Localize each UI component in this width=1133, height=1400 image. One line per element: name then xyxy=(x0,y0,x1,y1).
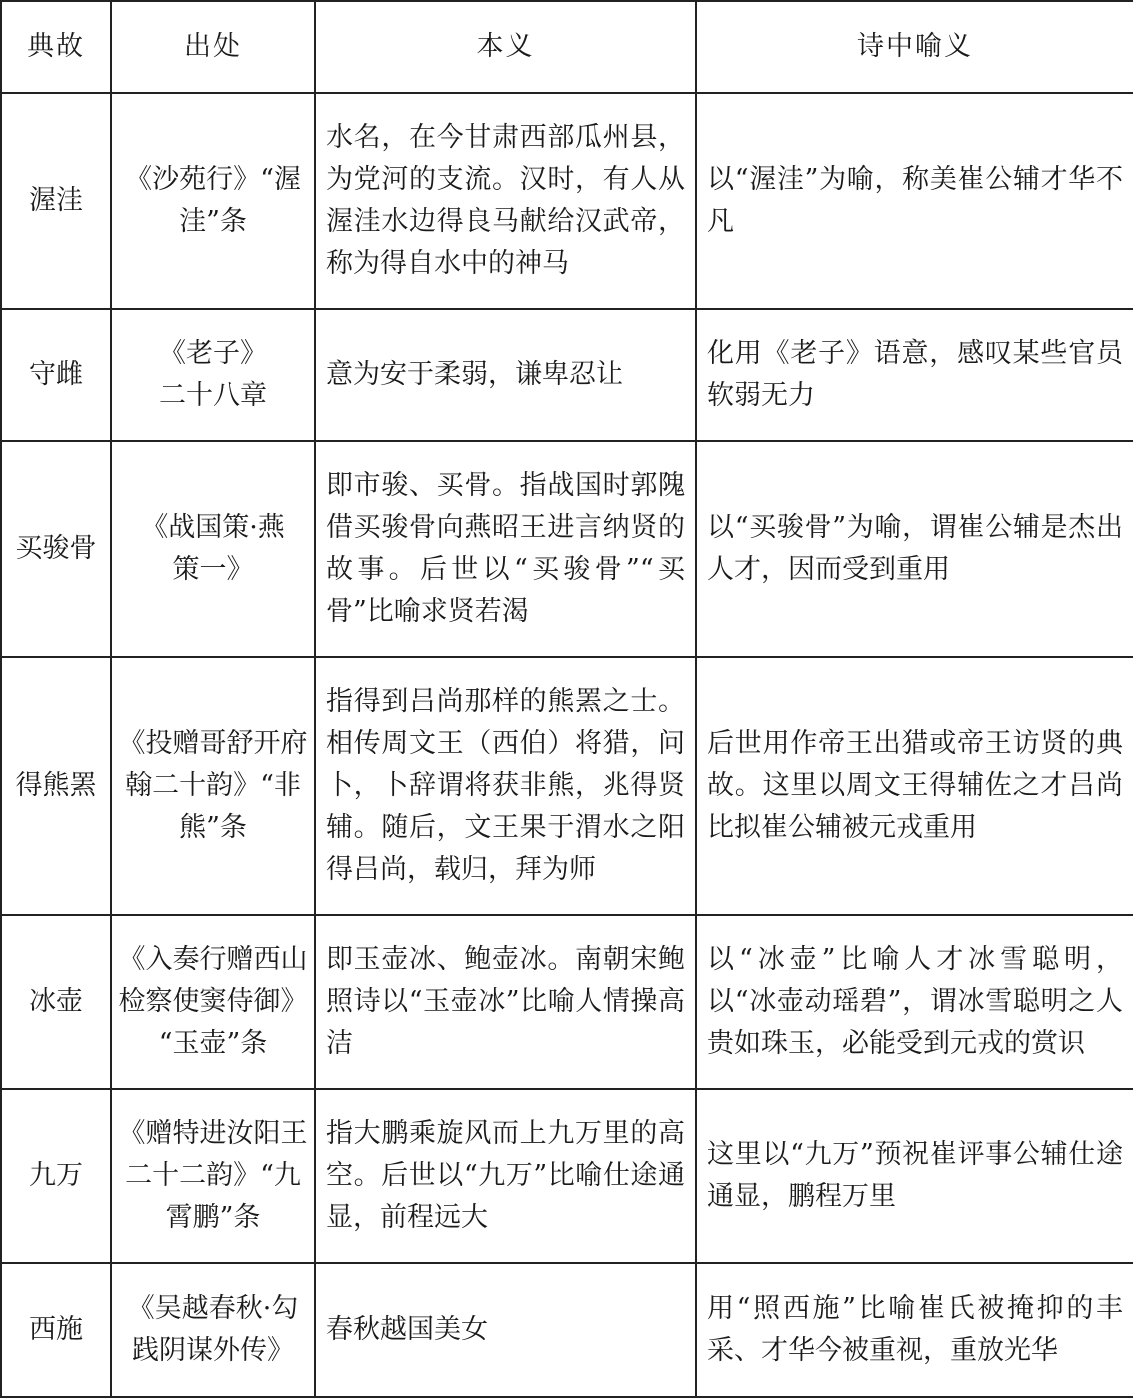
table-row xyxy=(1,441,1133,657)
source-text: 《老子》 二十八章 xyxy=(159,338,267,411)
table-row xyxy=(1,1263,1133,1397)
source-cell xyxy=(111,309,315,441)
allusion-cell: 九万 xyxy=(1,1089,111,1263)
source-text: 《沙苑行》“渥 洼”条 xyxy=(125,164,301,237)
allusion-cell: 得熊罴 xyxy=(1,657,111,915)
poem-meaning-cell: 化用《老子》语意，感叹某些官员软弱无力 xyxy=(696,309,1133,441)
original-meaning-cell: 春秋越国美女 xyxy=(315,1263,696,1397)
original-meaning-cell: 即玉壶冰、鲍壶冰。南朝宋鲍照诗以“玉壶冰”比喻人情操高洁 xyxy=(315,915,696,1089)
poem-meaning-cell: 这里以“九万”预祝崔评事公辅仕途通显，鹏程万里 xyxy=(696,1089,1133,1263)
poem-meaning-cell: 以“买骏骨”为喻，谓崔公辅是杰出人才，因而受到重用 xyxy=(696,441,1133,657)
allusion-cell: 西施 xyxy=(1,1263,111,1397)
poem-meaning-cell: 后世用作帝王出猎或帝王访贤的典故。这里以周文王得辅佐之才吕尚比拟崔公辅被元戎重用 xyxy=(696,657,1133,915)
source-text: 《入奏行赠西山 检察使窦侍御》 “玉壶”条 xyxy=(118,944,308,1059)
header-source: 出处 xyxy=(111,1,315,93)
poem-meaning-cell: 以“渥洼”为喻，称美崔公辅才华不凡 xyxy=(696,93,1133,309)
poem-meaning-cell: 以“冰壶”比喻人才冰雪聪明，以“冰壶动瑶碧”，谓冰雪聪明之人贵如珠玉，必能受到元戎的赏识 xyxy=(696,915,1133,1089)
table-row xyxy=(1,915,1133,1089)
source-text: 《战国策·燕 策一》 xyxy=(141,512,285,585)
source-cell xyxy=(111,441,315,657)
source-text: 《吴越春秋·勾 践阴谋外传》 xyxy=(127,1293,299,1366)
table-row xyxy=(1,93,1133,309)
allusion-cell: 买骏骨 xyxy=(1,441,111,657)
allusion-cell: 冰壶 xyxy=(1,915,111,1089)
table-row xyxy=(1,657,1133,915)
table-row xyxy=(1,1089,1133,1263)
header-allusion: 典故 xyxy=(1,1,111,93)
table-row xyxy=(1,309,1133,441)
original-meaning-cell: 即市骏、买骨。指战国时郭隗借买骏骨向燕昭王进言纳贤的故事。后世以“买骏骨”“买骨”比喻求贤若渴 xyxy=(315,441,696,657)
original-meaning-cell: 水名，在今甘肃西部瓜州县，为党河的支流。汉时，有人从渥洼水边得良马献给汉武帝，称为得自水中的神马 xyxy=(315,93,696,309)
source-cell xyxy=(111,1089,315,1263)
source-text: 《赠特进汝阳王 二十二韵》“九 霄鹏”条 xyxy=(118,1118,308,1233)
source-cell xyxy=(111,657,315,915)
original-meaning-cell: 指大鹏乘旋风而上九万里的高空。后世以“九万”比喻仕途通显，前程远大 xyxy=(315,1089,696,1263)
header-original-meaning: 本义 xyxy=(315,1,696,93)
header-poem-meaning: 诗中喻义 xyxy=(696,1,1133,93)
allusion-cell: 渥洼 xyxy=(1,93,111,309)
allusion-cell: 守雌 xyxy=(1,309,111,441)
original-meaning-cell: 指得到吕尚那样的熊罴之士。相传周文王（西伯）将猎，问卜，卜辞谓将获非熊，兆得贤辅。随后，文王果于渭水之阳得吕尚，载归，拜为师 xyxy=(315,657,696,915)
source-text: 《投赠哥舒开府 翰二十韵》“非 熊”条 xyxy=(118,728,308,843)
original-meaning-cell: 意为安于柔弱，谦卑忍让 xyxy=(315,309,696,441)
table-header-row xyxy=(1,1,1133,93)
poem-meaning-cell: 用“照西施”比喻崔氏被掩抑的丰采、才华今被重视，重放光华 xyxy=(696,1263,1133,1397)
source-cell xyxy=(111,915,315,1089)
source-cell xyxy=(111,93,315,309)
source-cell xyxy=(111,1263,315,1397)
